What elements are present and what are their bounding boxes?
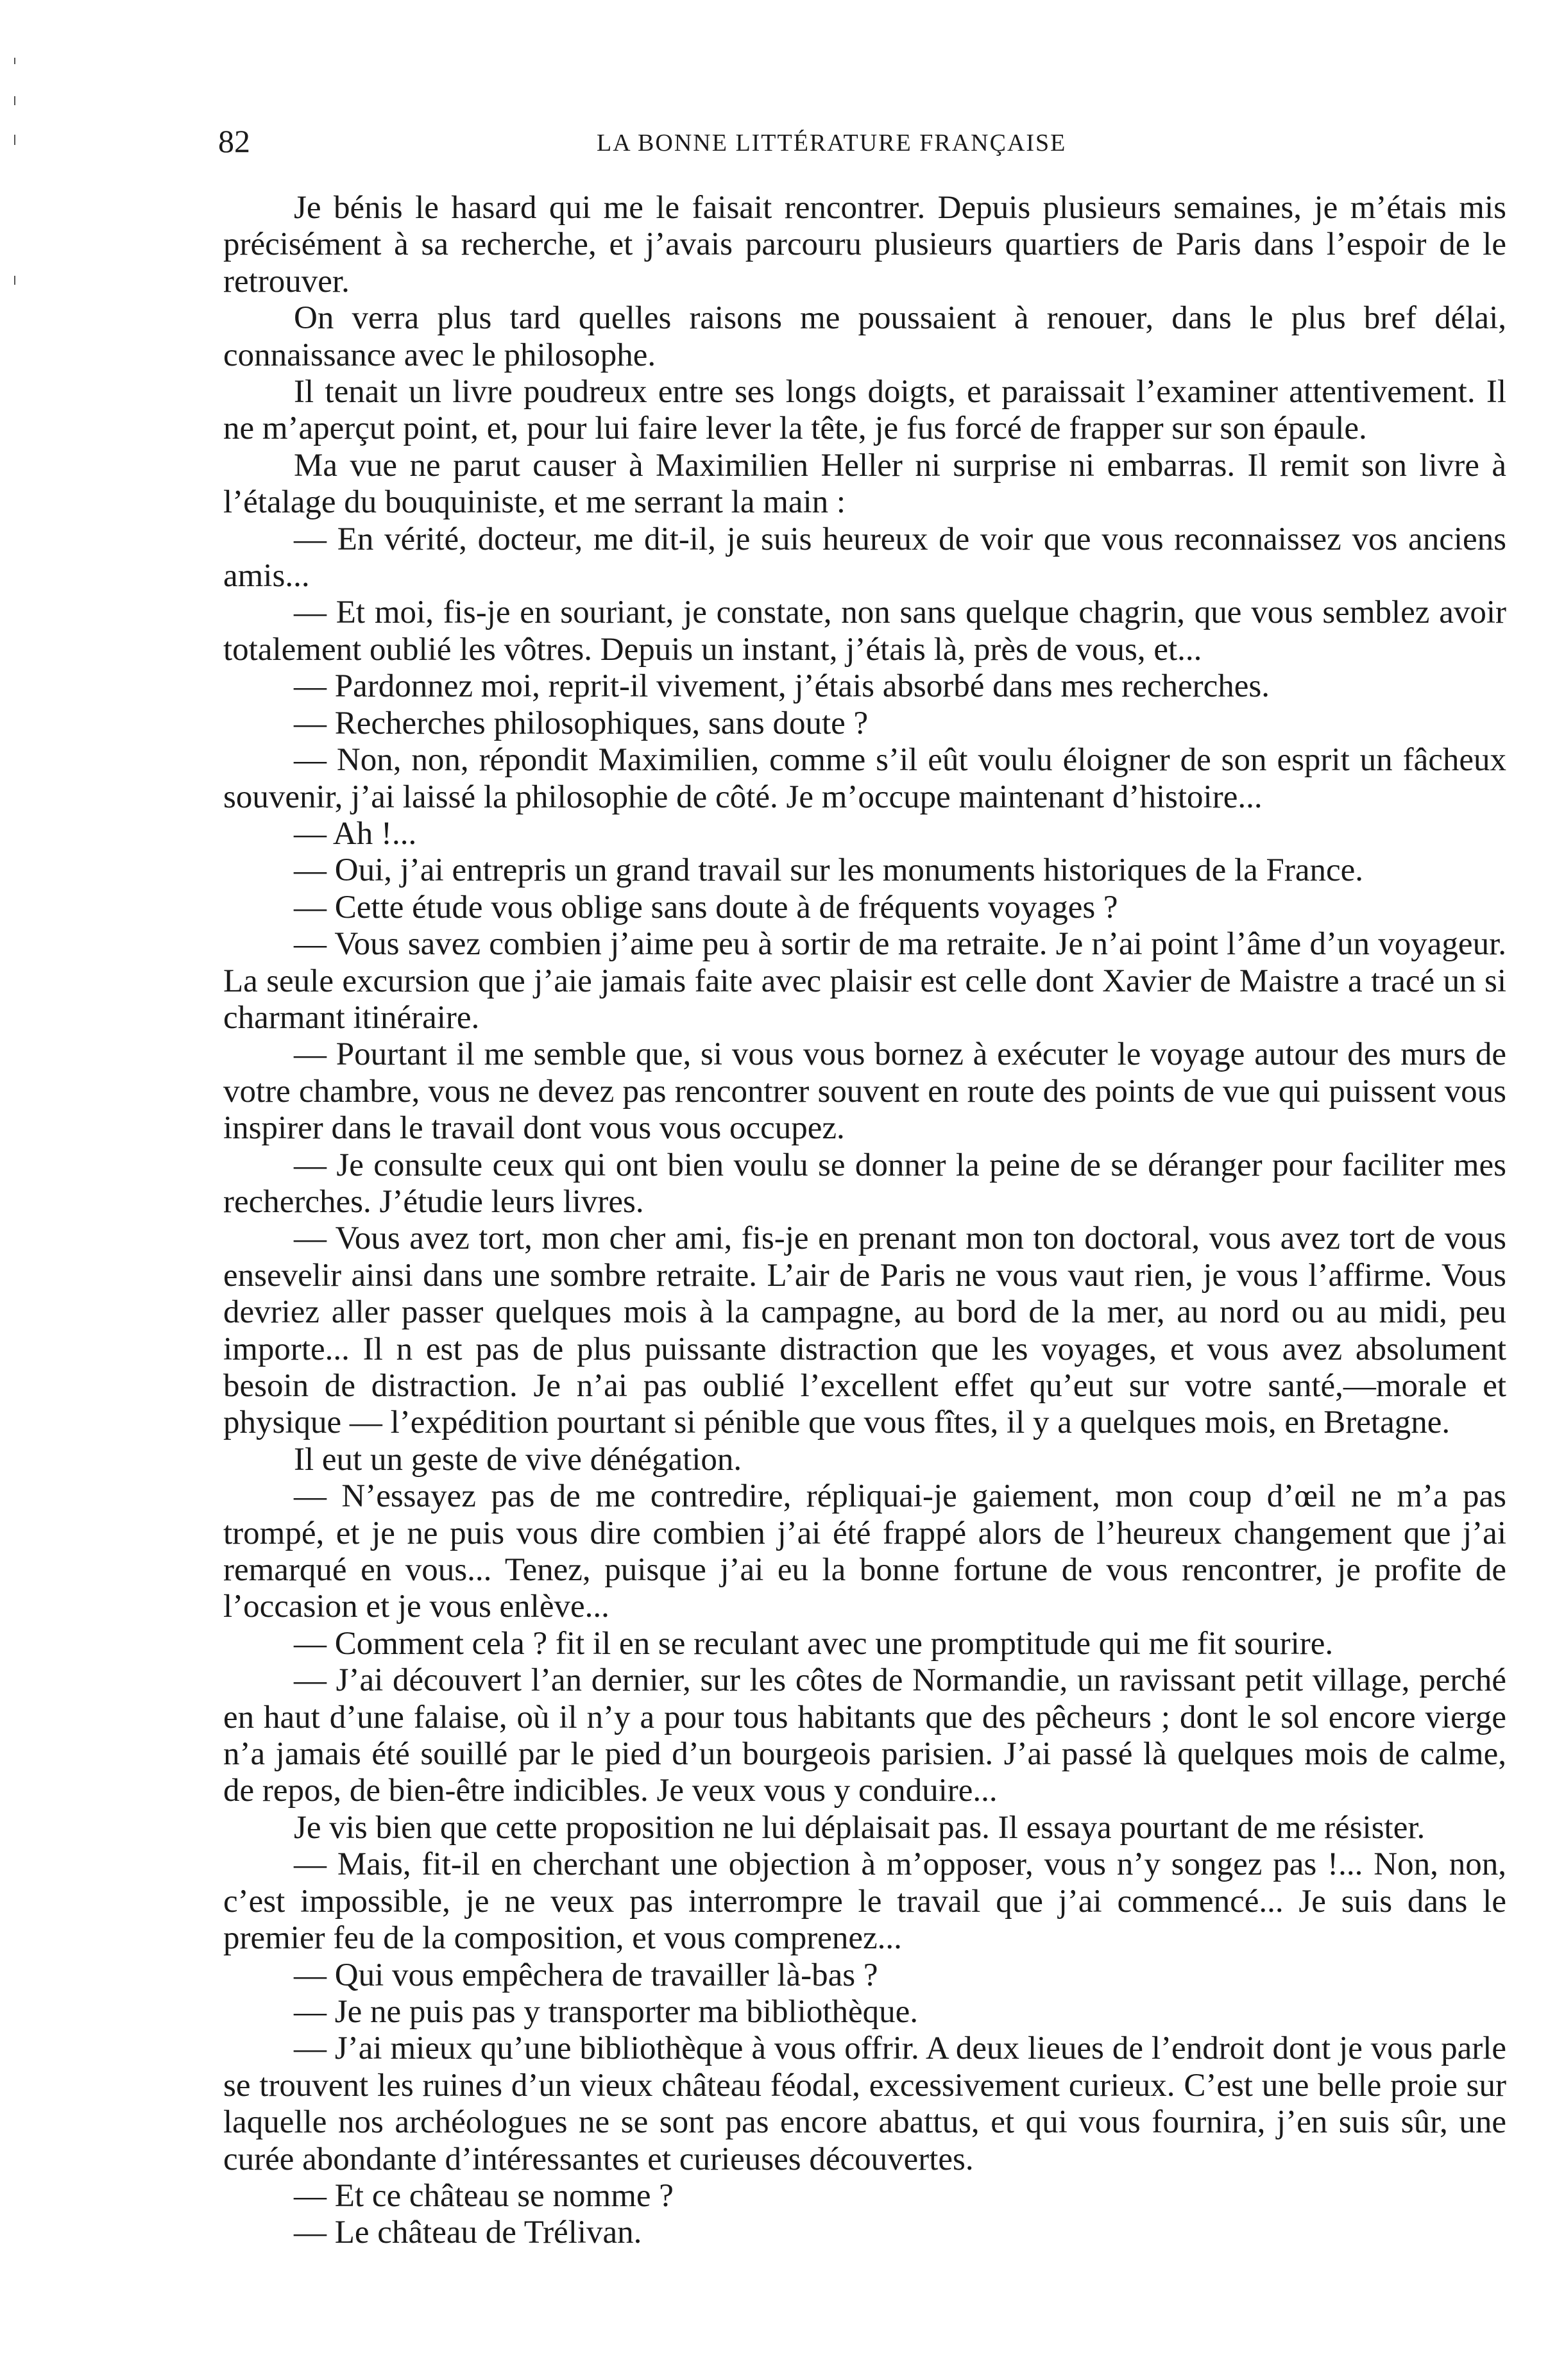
dialogue-line: — Comment cela ? fit il en se reculant avec une promptitude qui me fit sourire. bbox=[294, 1625, 1334, 1662]
dialogue-line: — En vérité, docteur, me dit-il, je suis heureux de voir que vous reconnaissez vos anciens amis... bbox=[223, 521, 1506, 595]
dialogue-line: — Cette étude vous oblige sans doute à de fréquents voyages ? bbox=[294, 889, 1118, 925]
dialogue-line: — Le château de Trélivan. bbox=[294, 2215, 642, 2251]
page-number: 82 bbox=[218, 123, 250, 159]
dialogue-line: — J’ai découvert l’an dernier, sur les côtes de Normandie, un ravissant petit village, perché en haut d’une falaise, où il n’y a pour tous habitants que des pêcheurs ; dont le sol encore vierge n’a jamais été souillé par le pied d’un bourgeois parisien. J’ai passé là quelques mois de calme, de repos, de bien-être indicibles. Je veux vous y conduire... bbox=[223, 1662, 1506, 1809]
paragraph: Je vis bien que cette proposition ne lui déplaisait pas. Il essaya pourtant de me résister. bbox=[294, 1809, 1425, 1846]
running-title: LA BONNE LITTÉRATURE FRANÇAISE bbox=[597, 130, 1067, 156]
dialogue-line: — Qui vous empêchera de travailler là-bas ? bbox=[294, 1957, 878, 1993]
body-text bbox=[223, 190, 1506, 2252]
dialogue-line: — Recherches philosophiques, sans doute ? bbox=[294, 705, 869, 741]
margin-mark bbox=[14, 276, 15, 285]
dialogue-line: — N’essayez pas de me contredire, répliquai-je gaiement, mon coup d’œil ne m’a pas trompé, et je ne puis vous dire combien j’ai été frappé alors de l’heureux changement que j’ai remarqué en vous... Tenez, puisque j’ai eu la bonne fortune de vous rencontrer, je profite de l’occasion et je vous enlève... bbox=[223, 1478, 1506, 1625]
dialogue-line: — Je ne puis pas y transporter ma bibliothèque. bbox=[294, 1993, 919, 2030]
margin-mark bbox=[14, 135, 15, 145]
dialogue-line: — Pardonnez moi, reprit-il vivement, j’étais absorbé dans mes recherches. bbox=[294, 668, 1270, 705]
margin-mark bbox=[14, 58, 15, 64]
paragraph: Il eut un geste de vive dénégation. bbox=[294, 1441, 742, 1478]
dialogue-line: — Et ce château se nomme ? bbox=[294, 2177, 674, 2214]
margin-marks bbox=[9, 58, 22, 327]
dialogue-line: — J’ai mieux qu’une bibliothèque à vous offrir. A deux lieues de l’endroit dont je vous parle se trouvent les ruines d’un vieux château féodal, excessivement curieux. C’est une belle proie sur laquelle nos archéologues ne se sont pas encore abattus, et qui vous fournira, j’en suis sûr, une curée abondante d’intéressantes et curieuses découvertes. bbox=[223, 2030, 1506, 2177]
paragraph: On verra plus tard quelles raisons me poussaient à renouer, dans le plus bref délai, connaissance avec le philosophe. bbox=[223, 300, 1506, 373]
paragraph: Je bénis le hasard qui me le faisait rencontrer. Depuis plusieurs semaines, je m’étais mis précisément à sa recherche, et j’avais parcouru plusieurs quartiers de Paris dans l’espoir de le retrouver. bbox=[223, 190, 1506, 300]
dialogue-line: — Pourtant il me semble que, si vous vous bornez à exécuter le voyage autour des murs de votre chambre, vous ne devez pas rencontrer souvent en route des points de vue qui puissent vous inspirer dans le travail dont vous vous occupez. bbox=[223, 1036, 1506, 1147]
dialogue-line: — Et moi, fis-je en souriant, je constate, non sans quelque chagrin, que vous semblez avoir totalement oublié les vôtres. Depuis un instant, j’étais là, près de vous, et... bbox=[223, 595, 1506, 668]
dialogue-line: — Ah !... bbox=[294, 815, 417, 852]
dialogue-line: — Non, non, répondit Maximilien, comme s’il eût voulu éloigner de son esprit un fâcheux souvenir, j’ai laissé la philosophie de côté. Je m’occupe maintenant d’histoire... bbox=[223, 742, 1506, 815]
running-head bbox=[218, 119, 1309, 164]
dialogue-line: — Mais, fit-il en cherchant une objection à m’opposer, vous n’y songez pas !... Non, non, c’est impossible, je ne veux pas interrompre le travail que j’ai commencé... Je suis dans le premier feu de la composition, et vous comprenez... bbox=[223, 1846, 1506, 1957]
paragraph: Il tenait un livre poudreux entre ses longs doigts, et paraissait l’examiner attentivement. Il ne m’aperçut point, et, pour lui faire lever la tête, je fus forcé de frapper sur son épaule. bbox=[223, 374, 1506, 447]
paragraph: Ma vue ne parut causer à Maximilien Heller ni surprise ni embarras. Il remit son livre à l’étalage du bouquiniste, et me serrant la main : bbox=[223, 447, 1506, 521]
dialogue-line: — Vous avez tort, mon cher ami, fis-je en prenant mon ton doctoral, vous avez tort de vous ensevelir ainsi dans une sombre retraite. L’air de Paris ne vous vaut rien, je vous l’affirme. Vous devriez aller passer quelques mois à la campagne, au bord de la mer, au nord ou au midi, peu importe... Il n est pas de plus puissante distraction que les voyages, et vous avez absolument besoin de distraction. Je n’ai pas oublié l’excellent effet qu’eut sur votre santé,—morale et physique — l’expédition pourtant si pénible que vous fîtes, il y a quelques mois, en Bretagne. bbox=[223, 1220, 1506, 1441]
dialogue-line: — Oui, j’ai entrepris un grand travail sur les monuments historiques de la France. bbox=[294, 852, 1364, 889]
dialogue-line: — Je consulte ceux qui ont bien voulu se donner la peine de se déranger pour faciliter mes recherches. J’étudie leurs livres. bbox=[223, 1147, 1506, 1220]
margin-mark bbox=[14, 96, 15, 105]
dialogue-line: — Vous savez combien j’aime peu à sortir de ma retraite. Je n’ai point l’âme d’un voyageur. La seule excursion que j’aie jamais faite avec plaisir est celle dont Xavier de Maistre a tracé un si charmant itinéraire. bbox=[223, 926, 1506, 1036]
